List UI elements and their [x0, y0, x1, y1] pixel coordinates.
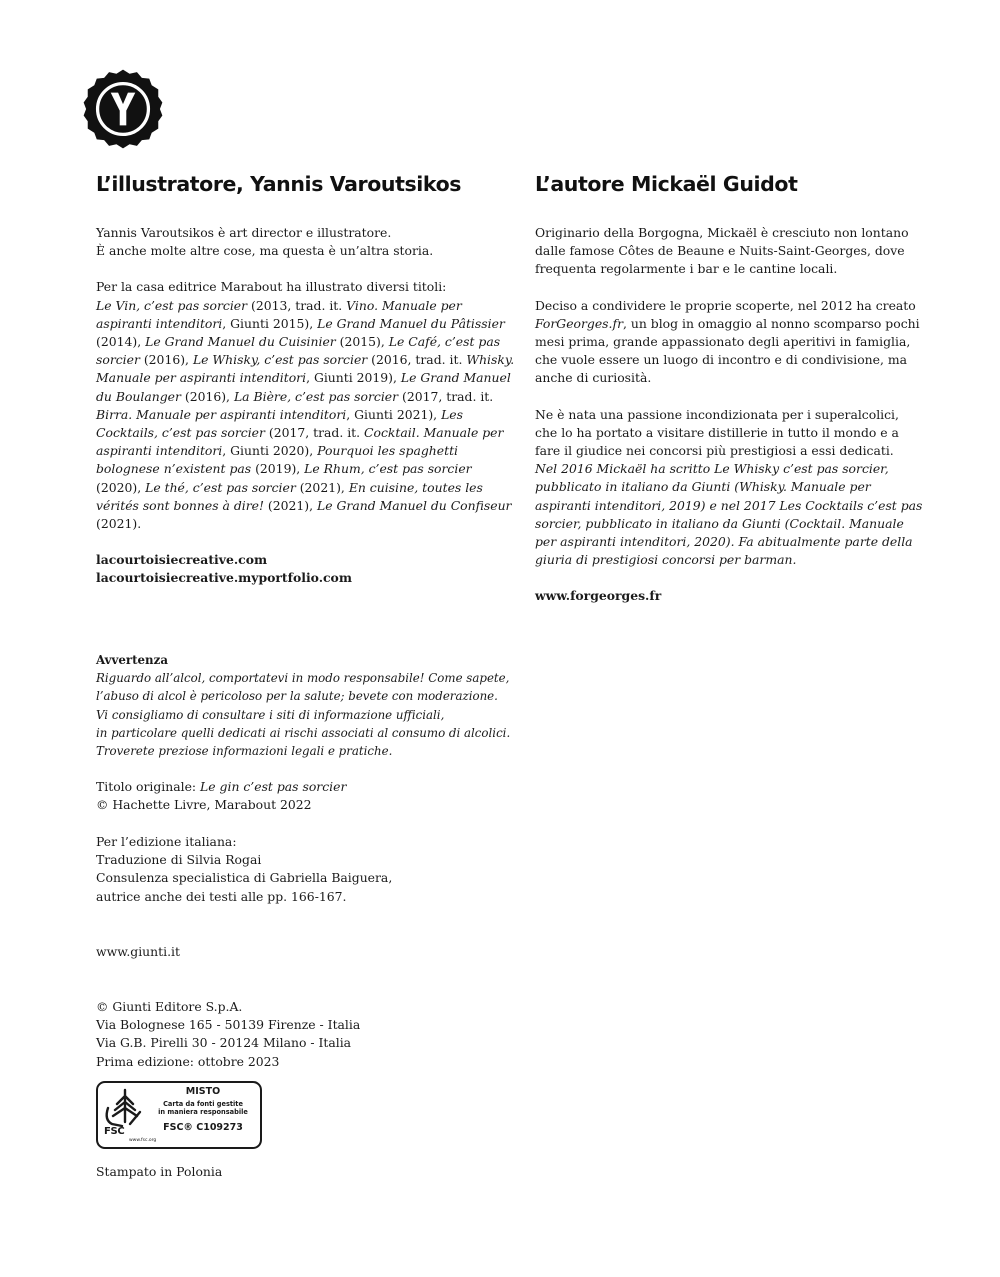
italian-edition-block [96, 833, 516, 906]
warning-line: Vi consigliamo di consultare i siti di informazione ufficiali, [96, 707, 445, 722]
edition-line: Traduzione di Silvia Rogai [96, 852, 262, 868]
author-books-paragraph: Nel 2016 Mickaël ha scritto Le Whisky c’est pas sorcier, pubblicato in italiano da Giunti (Whisky. Manuale per aspiranti intenditori, 2019) e nel 2017 Les Cocktails c’est pas sorcier, pubblicato in italiano da Giunti (Cocktail. Manuale per aspiranti intenditori, 2020). Fa abitualmente parte della giuria di prestigiosi concorsi per barman. [535, 461, 923, 568]
illustrator-titles-list: Le Vin, c’est pas sorcier (2013, trad. it. Vino. Manuale per aspiranti intenditori, Giunti 2015), Le Grand Manuel du Pâtissier (2014), Le Grand Manuel du Cuisinier (2015), Le Café, c’est pas sorcier (2016), Le Whisky, c’est pas sorcier (2016, trad. it. Whisky. Manuale per aspiranti intenditori, Giunti 2019), Le Grand Manuel du Boulanger (2016), La Bière, c’est pas sorcier (2017, trad. it. Birra. Manuale per aspiranti intenditori, Giunti 2021), Les Cocktails, c’est pas sorcier (2017, trad. it. Cocktail. Manuale per aspiranti intenditori, Giunti 2020), Pourquoi les spaghetti bolognese n’existent pas (2019), Le Rhum, c’est pas sorcier (2020), Le thé, c’est pas sorcier (2021), En cuisine, toutes les vérités sont bonnes à dire! (2021), Le Grand Manuel du Confiseur (2021). [96, 297, 515, 532]
fsc-desc-line: in maniera responsabile [158, 1108, 248, 1116]
fsc-logo-text: FSC [104, 1126, 125, 1137]
fsc-desc-line: Carta da fonti gestite [163, 1100, 243, 1108]
warning-line: Riguardo all’alcol, comportatevi in modo responsabile! Come sapete, [96, 671, 510, 686]
illustrator-section [96, 172, 516, 588]
publisher-line: Prima edizione: ottobre 2023 [96, 1053, 280, 1069]
warning-title: Avvertenza [96, 653, 168, 667]
illustrator-intro-line: È anche molte altre cose, ma questa è un’altra storia. [96, 243, 434, 259]
warning-block [96, 651, 516, 760]
author-paragraph: Deciso a condividere le proprie scoperte, nel 2012 ha creato ForGeorges.fr, un blog in omaggio al nonno scomparso pochi mesi prima, grande appassionato degli aperitivi in famiglia, che vuole essere un luogo di incontro e di condivisione, ma anche di curiosità. [535, 297, 920, 386]
author-heading: L’autore Mickaël Guidot [535, 172, 798, 196]
author-website-link[interactable]: www.forgeorges.fr [535, 588, 662, 604]
original-title-block [96, 778, 516, 814]
illustrator-heading: L’illustratore, Yannis Varoutsikos [96, 172, 462, 196]
author-section [535, 172, 925, 606]
edition-line: autrice anche dei testi alle pp. 166-167. [96, 888, 347, 904]
fsc-code: FSC® C109273 [163, 1122, 243, 1133]
original-copyright: © Hachette Livre, Marabout 2022 [96, 797, 312, 813]
illustrator-website-link[interactable]: lacourtoisiecreative.com [96, 552, 268, 568]
illustrator-intro-line: Yannis Varoutsikos è art director e illustratore. [96, 225, 392, 240]
author-paragraph: Originario della Borgogna, Mickaël è cresciuto non lontano dalle famose Côtes de Beaune e Nuits-Saint-Georges, dove frequenta regolarmente i bar e le cantine locali. [535, 225, 909, 277]
fsc-text [150, 1086, 256, 1133]
warning-line: l’abuso di alcol è pericoloso per la salute; bevete con moderazione. [96, 689, 498, 704]
illustrator-portfolio-link[interactable]: lacourtoisiecreative.myportfolio.com [96, 570, 352, 586]
fsc-site: www.fsc.org [129, 1138, 157, 1143]
publisher-website-link[interactable]: www.giunti.it [96, 944, 180, 959]
publisher-line: Via Bolognese 165 - 50139 Firenze - Italia [96, 1017, 361, 1033]
original-title: Titolo originale: Le gin c’est pas sorcier [96, 779, 347, 794]
warning-line: in particolare quelli dedicati ai rischi associati al consumo di alcolici. [96, 725, 511, 740]
warning-line: Troverete preziose informazioni legali e pratiche. [96, 744, 393, 759]
illustrator-titles-intro: Per la casa editrice Marabout ha illustrato diversi titoli: [96, 279, 447, 295]
publisher-block [96, 998, 516, 1071]
publisher-line: © Giunti Editore S.p.A. [96, 999, 243, 1014]
publisher-line: Via G.B. Pirelli 30 - 20124 Milano - Italia [96, 1035, 352, 1051]
printed-block [96, 1163, 516, 1181]
author-paragraph: Ne è nata una passione incondizionata per i superalcolici, che lo ha portato a visitare distillerie in tutto il mondo e a fare il giudice nei concorsi più prestigiosi a essi dedicati. [535, 406, 899, 459]
edition-line: Per l’edizione italiana: [96, 834, 237, 849]
printed-location: Stampato in Polonia [96, 1164, 223, 1179]
fsc-mix: MISTO [185, 1086, 221, 1097]
website-block [96, 943, 516, 961]
edition-line: Consulenza specialistica di Gabriella Baiguera, [96, 870, 393, 886]
y-badge-icon [82, 68, 164, 150]
fsc-label [96, 1081, 262, 1149]
